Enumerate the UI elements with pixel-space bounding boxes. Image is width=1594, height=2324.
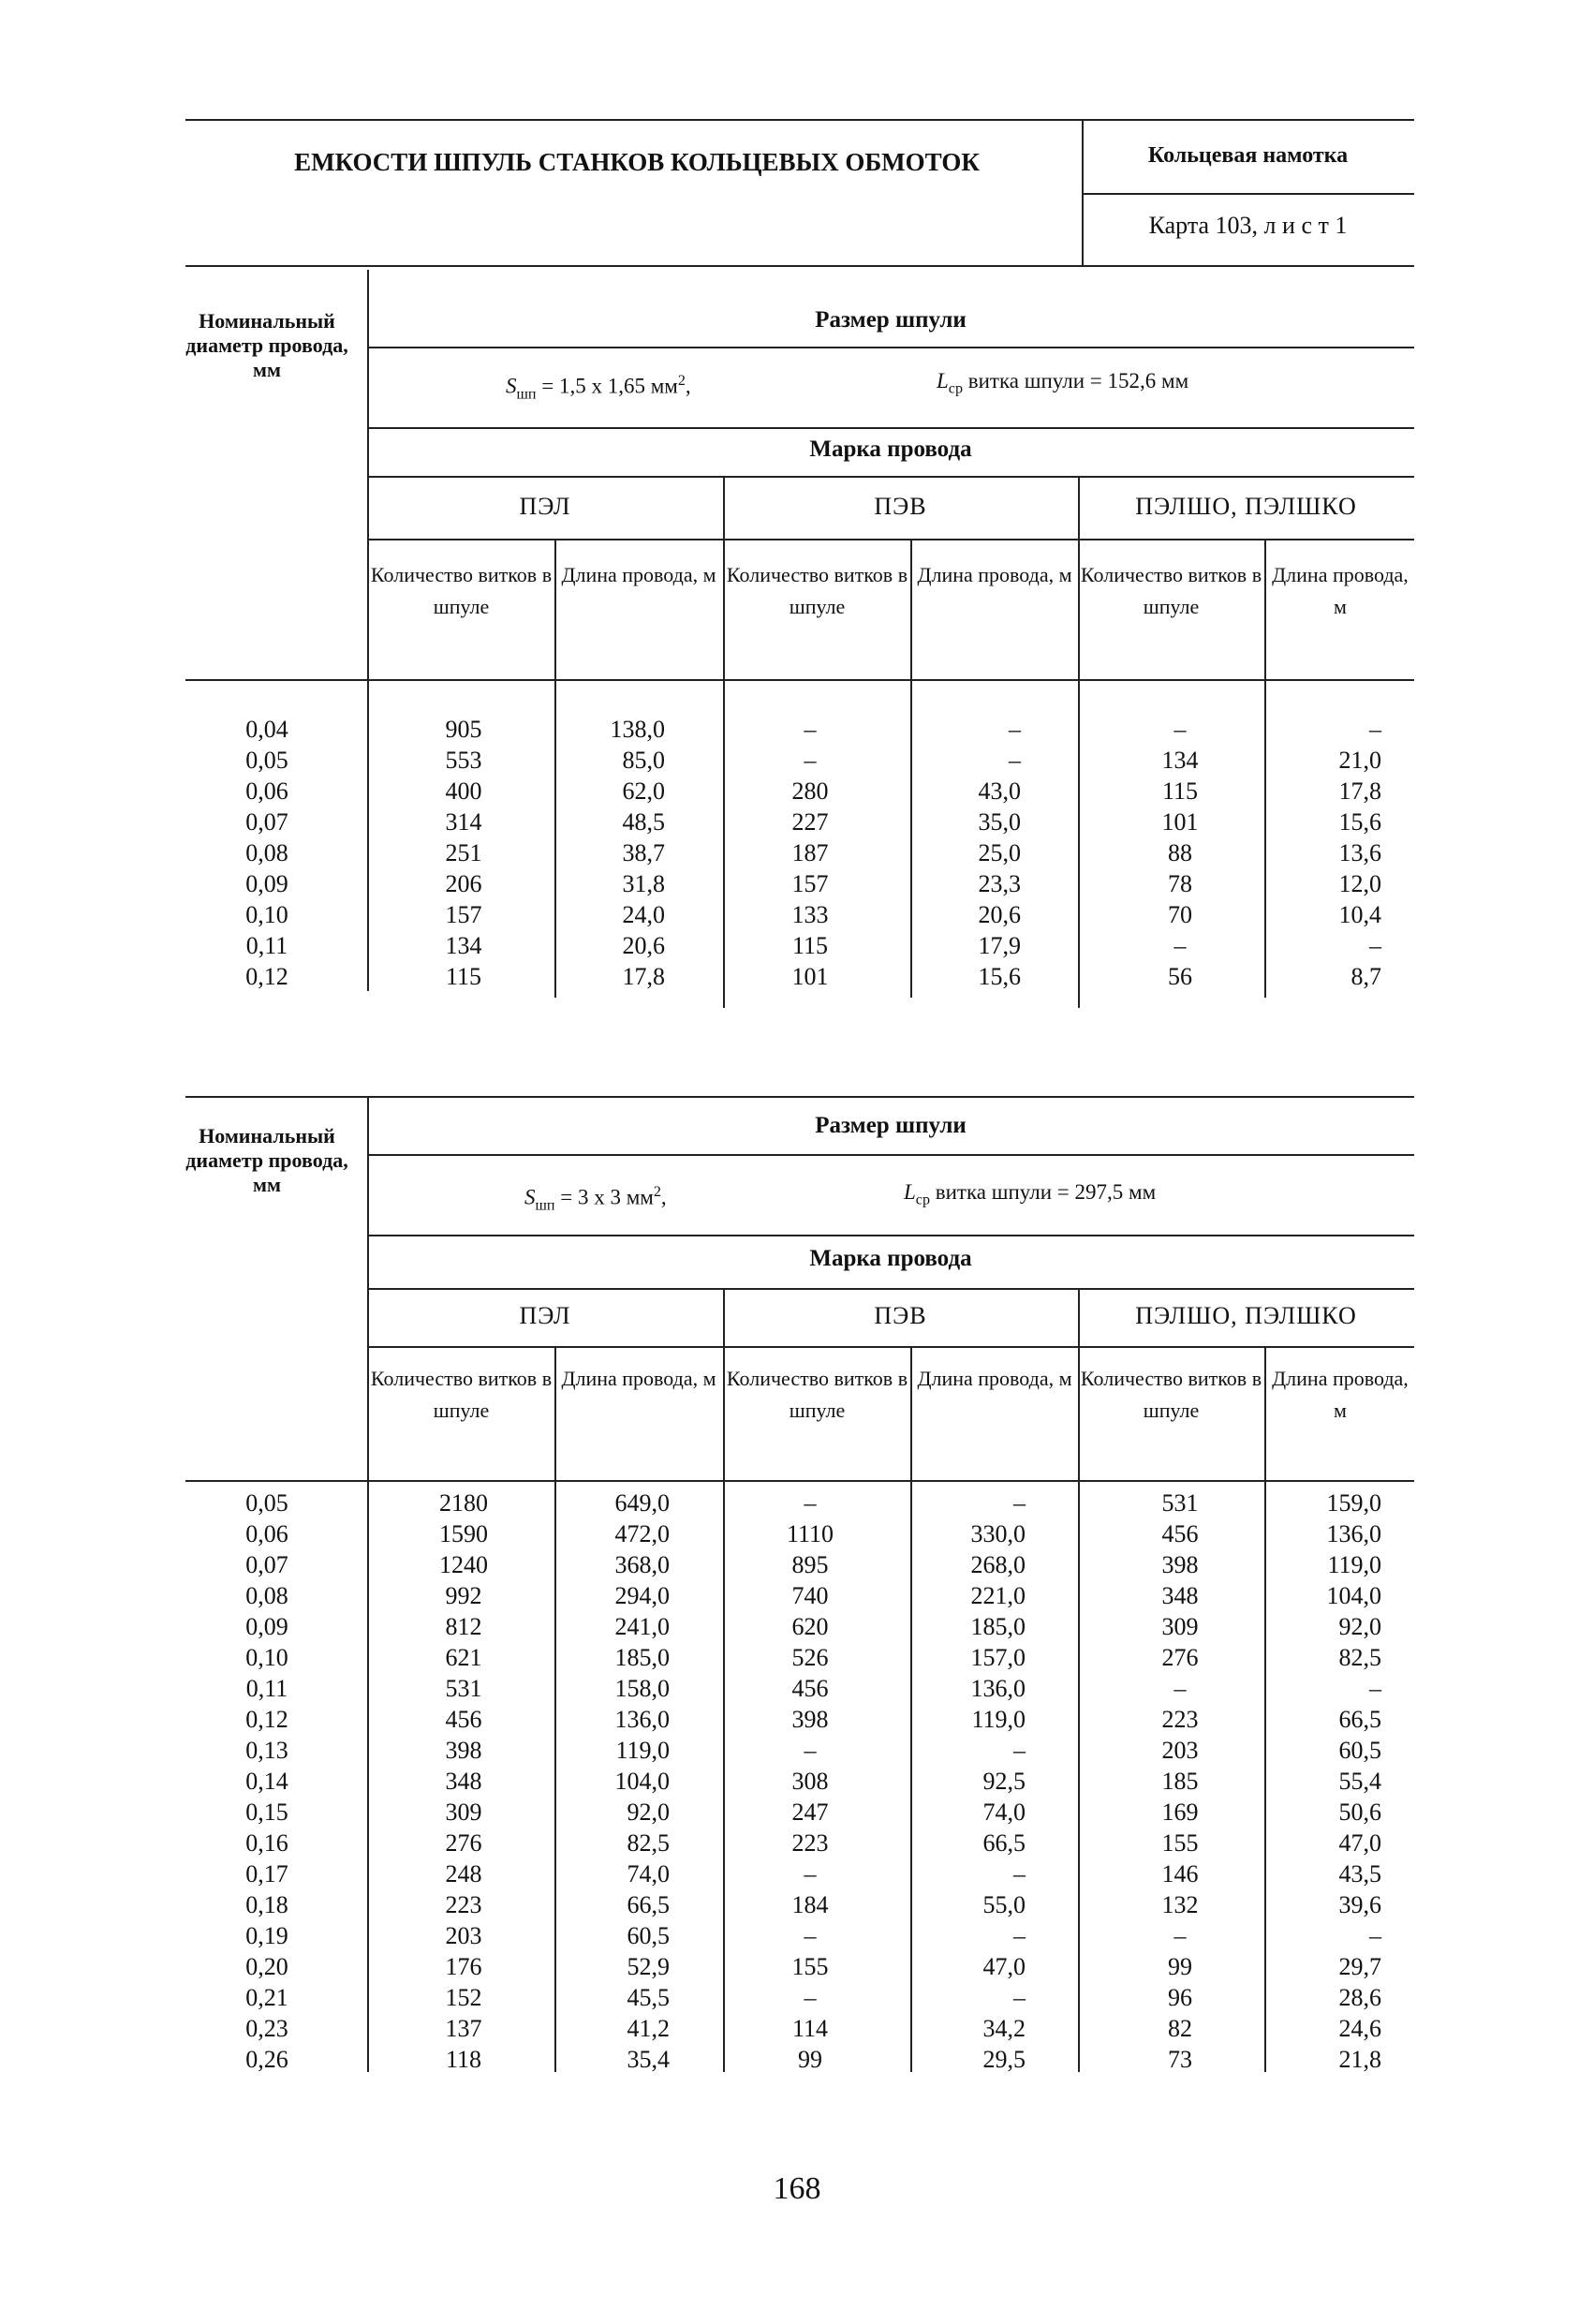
table-cell: 0,10 [245,901,288,928]
table-cell: 158,0 [614,1675,670,1702]
table-cell: 35,4 [627,2046,670,2073]
table-cell: 31,8 [622,870,665,897]
column-pel-length [562,1488,670,2075]
table-cell: 20,6 [622,932,665,959]
col-header-length: Длина провода, м [917,1367,1072,1390]
column-pev-turns [749,714,871,992]
table-cell: 169 [1161,1799,1199,1826]
card-number: Карта 103, л и с т 1 [1148,212,1348,239]
table-cell: 472,0 [614,1520,670,1547]
table-cell: 203 [1161,1737,1199,1764]
table-cell: 223 [445,1891,482,1918]
table-cell: 1240 [439,1551,488,1578]
table-cell: 223 [791,1829,829,1857]
table-cell: 119,0 [615,1737,670,1764]
table-cell: 0,11 [245,1675,288,1702]
table-cell: 0,09 [245,1613,288,1640]
table-cell: – [1009,716,1021,743]
table-cell: 50,6 [1338,1799,1381,1826]
table-cell: – [804,1737,817,1764]
table-cell: 92,5 [982,1768,1026,1795]
col-header-turns: Количество витков в шпуле [1080,563,1262,618]
table-cell: 101 [1161,808,1199,836]
table-cell: – [804,1984,817,2011]
table-cell: 0,20 [245,1953,288,1980]
table-cell: 0,26 [245,2046,288,2073]
column-pel-turns [393,714,534,992]
column-pelsho-length [1274,1488,1381,2075]
table-cell: 0,09 [245,870,288,897]
table-cell: 456 [791,1675,829,1702]
table-cell: 248 [445,1860,482,1887]
col-header-length: Длина провода, м [561,563,716,586]
col-header-length: Длина провода, м [1272,1367,1409,1422]
table-cell: 138,0 [610,716,665,743]
table-cell: 28,6 [1338,1984,1381,2011]
group-pel: ПЭЛ [519,1302,571,1329]
column-pev-length [918,1488,1026,2075]
table-cell: 0,06 [245,777,288,805]
table-cell: 221,0 [970,1582,1026,1609]
table-cell: 119,0 [971,1706,1026,1733]
table-cell: 55,4 [1338,1768,1381,1795]
table-cell: – [804,747,817,774]
table-cell: 227 [791,808,829,836]
table-cell: 99 [1168,1953,1192,1980]
table-cell: – [1369,1922,1381,1949]
table-cell: 398 [791,1706,829,1733]
table-cell: 82,5 [1338,1644,1381,1671]
table-cell: 0,17 [245,1860,288,1887]
table-cell: 223 [1161,1706,1199,1733]
table-cell: 115 [445,963,482,990]
table-cell: 132 [1161,1891,1199,1918]
table-cell: 74,0 [627,1860,670,1887]
row-header-diameter: Номинальный диаметр провода, мм [185,309,348,381]
table-cell: 8,7 [1350,963,1381,990]
wire-brand-label: Марка провода [809,1246,972,1271]
table-cell: 104,0 [614,1768,670,1795]
table-cell: 276 [1161,1644,1199,1671]
table-cell: 526 [791,1644,829,1671]
column-pev-length [918,714,1021,992]
column-diameter [206,1488,328,2075]
table-cell: – [1369,932,1381,959]
table-cell: 0,07 [245,808,288,836]
table-cell: – [1173,1675,1187,1702]
table-cell: 17,8 [1338,777,1381,805]
bobbin-area-formula: $S_{шп} = 3$ x 3 $мм^2$, [524,1184,667,1214]
table-cell: 309 [1161,1613,1199,1640]
table-cell: 41,2 [627,2015,670,2042]
table-cell: – [804,1922,817,1949]
table-cell: 400 [445,777,482,805]
table-cell: 0,15 [245,1799,288,1826]
table-cell: 294,0 [614,1582,670,1609]
table-cell: 24,0 [622,901,665,928]
bobbin-area-formula: $S_{шп} = 1,5$ x 1,65 $мм^2$, [506,373,691,403]
table-cell: 159,0 [1326,1489,1381,1517]
table-cell: – [1013,1922,1026,1949]
table-cell: 0,19 [245,1922,288,1949]
table-cell: 0,05 [245,1489,288,1517]
table-cell: 92,0 [1338,1613,1381,1640]
column-pel-turns [393,1488,534,2075]
table-cell: 0,05 [245,747,288,774]
table-cell: 398 [445,1737,482,1764]
table-cell: 47,0 [982,1953,1026,1980]
table-cell: 101 [791,963,829,990]
table-cell: 157,0 [970,1644,1026,1671]
section-category: Кольцевая намотка [1147,143,1349,168]
bobbin-size-label: Размер шпули [815,307,967,333]
table-cell: 92,0 [627,1799,670,1826]
table-cell: 157 [445,901,482,928]
table-cell: 24,6 [1338,2015,1381,2042]
group-pelsho: ПЭЛШО, ПЭЛШКО [1135,493,1357,520]
table-cell: 21,8 [1338,2046,1381,2073]
table-cell: 10,4 [1338,901,1381,928]
table-cell: 0,13 [245,1737,288,1764]
table-cell: – [804,1489,817,1517]
table-cell: 21,0 [1338,747,1381,774]
table-cell: 82 [1168,2015,1192,2042]
table-cell: 348 [1161,1582,1199,1609]
group-pel: ПЭЛ [519,493,571,520]
table-cell: 56 [1168,963,1192,990]
table-cell: 119,0 [1327,1551,1381,1578]
row-header-diameter: Номинальный диаметр провода, мм [185,1124,348,1196]
table-cell: 0,12 [245,963,288,990]
column-pelsho-turns [1114,1488,1246,2075]
table-cell: 118 [445,2046,482,2073]
table-cell: 330,0 [970,1520,1026,1547]
table-cell: 0,06 [245,1520,288,1547]
col-header-turns: Количество витков в шпуле [726,563,908,618]
col-header-turns: Количество витков в шпуле [370,1367,553,1422]
table-cell: 895 [791,1551,829,1578]
table-cell: 649,0 [614,1489,670,1517]
table-cell: 23,3 [978,870,1021,897]
table-cell: 456 [445,1706,482,1733]
table-cell: 0,14 [245,1768,288,1795]
table-cell: 621 [445,1644,482,1671]
table-cell: 206 [445,870,482,897]
table-cell: 0,21 [245,1984,288,2011]
table-cell: 96 [1168,1984,1192,2011]
table-cell: 740 [791,1582,829,1609]
table-cell: 314 [445,808,482,836]
wire-brand-label: Марка провода [809,437,972,462]
table-cell: 48,5 [622,808,665,836]
table-cell: 203 [445,1922,482,1949]
table-cell: 60,5 [627,1922,670,1949]
table-cell: 43,5 [1338,1860,1381,1887]
table-cell: 348 [445,1768,482,1795]
col-header-turns: Количество витков в шпуле [726,1367,908,1422]
table-cell: 308 [791,1768,829,1795]
table-cell: 0,04 [245,716,288,743]
table-cell: 992 [445,1582,482,1609]
table-cell: 1590 [439,1520,488,1547]
table-cell: 43,0 [978,777,1021,805]
page-number: 168 [773,2171,821,2206]
table-cell: 78 [1168,870,1192,897]
table-cell: 134 [445,932,482,959]
table-cell: 52,9 [627,1953,670,1980]
column-pelsho-length [1274,714,1381,992]
table-cell: 39,6 [1338,1891,1381,1918]
table-cell: 1110 [786,1520,834,1547]
table-cell: 276 [445,1829,482,1857]
table-cell: – [1009,747,1021,774]
table-cell: 70 [1168,901,1192,928]
table-cell: 152 [445,1984,482,2011]
table-cell: 17,9 [978,932,1021,959]
table-cell: 99 [798,2046,822,2073]
table-cell: 45,5 [627,1984,670,2011]
group-pev: ПЭВ [874,493,927,520]
table-cell: 531 [1161,1489,1199,1517]
table-cell: 74,0 [982,1799,1026,1826]
col-header-turns: Количество витков в шпуле [370,563,553,618]
table-cell: 85,0 [622,747,665,774]
table-cell: 15,6 [1338,808,1381,836]
table-cell: 34,2 [982,2015,1026,2042]
table-cell: 155 [791,1953,829,1980]
table-cell: 184 [791,1891,829,1918]
table-cell: 0,23 [245,2015,288,2042]
table-cell: – [1369,1675,1381,1702]
turn-length-formula: $L_{ср}$ витка шпули = 152,6 мм [937,369,1189,397]
col-header-length: Длина провода, м [561,1367,716,1390]
table-cell: 251 [445,839,482,866]
table-cell: 134 [1161,747,1199,774]
table-cell: 0,08 [245,839,288,866]
table-cell: 136,0 [614,1706,670,1733]
table-cell: 17,8 [622,963,665,990]
table-cell: 2180 [439,1489,488,1517]
turn-length-formula: $L_{ср}$ витка шпули = 297,5 мм [904,1180,1157,1208]
table-cell: 133 [791,901,829,928]
table-cell: 82,5 [627,1829,670,1857]
column-diameter [206,714,328,992]
table-cell: – [1173,932,1187,959]
table-cell: 137 [445,2015,482,2042]
table-cell: 29,5 [982,2046,1026,2073]
table-cell: 73 [1168,2046,1192,2073]
table-cell: 66,5 [627,1891,670,1918]
column-pel-length [562,714,665,992]
table-cell: – [1013,1984,1026,2011]
col-header-turns: Количество витков в шпуле [1080,1367,1262,1422]
table-cell: 12,0 [1338,870,1381,897]
column-pev-turns [749,1488,871,2075]
table-cell: – [804,716,817,743]
table-cell: 136,0 [1326,1520,1381,1547]
table-cell: 268,0 [970,1551,1026,1578]
table-cell: 185,0 [970,1613,1026,1640]
table-cell: 20,6 [978,901,1021,928]
table-cell: 62,0 [622,777,665,805]
document-title: ЕМКОСТИ ШПУЛЬ СТАНКОВ КОЛЬЦЕВЫХ ОБМОТОК [294,148,980,176]
bobbin-size-label: Размер шпули [815,1113,967,1138]
table-cell: 531 [445,1675,482,1702]
table-cell: 66,5 [982,1829,1026,1857]
table-cell: 0,18 [245,1891,288,1918]
table-cell: – [1173,1922,1187,1949]
table-cell: 368,0 [614,1551,670,1578]
table-cell: 146 [1161,1860,1199,1887]
column-pelsho-turns [1114,714,1246,992]
table-cell: 620 [791,1613,829,1640]
table-cell: 280 [791,777,829,805]
group-pelsho: ПЭЛШО, ПЭЛШКО [1135,1302,1357,1329]
table-cell: 29,7 [1338,1953,1381,1980]
table-cell: – [1013,1737,1026,1764]
table-cell: 0,07 [245,1551,288,1578]
group-pev: ПЭВ [874,1302,927,1329]
table-cell: 15,6 [978,963,1021,990]
table-cell: – [1369,716,1381,743]
table-cell: 905 [445,716,482,743]
table-cell: 115 [791,932,829,959]
table-cell: 104,0 [1326,1582,1381,1609]
table-cell: 114 [791,2015,829,2042]
table-cell: 0,12 [245,1706,288,1733]
table-cell: 88 [1168,839,1192,866]
table-cell: 25,0 [978,839,1021,866]
table-cell: 456 [1161,1520,1199,1547]
table-cell: 553 [445,747,482,774]
table-cell: 185,0 [614,1644,670,1671]
table-cell: 0,08 [245,1582,288,1609]
table-cell: 0,16 [245,1829,288,1857]
table-cell: 309 [445,1799,482,1826]
table-cell: 812 [445,1613,482,1640]
table-cell: 241,0 [614,1613,670,1640]
table-cell: – [1013,1489,1026,1517]
table-cell: 247 [791,1799,829,1826]
table-cell: 60,5 [1338,1737,1381,1764]
table-cell: 0,11 [245,932,288,959]
table-cell: 157 [791,870,829,897]
table-cell: 115 [1161,777,1199,805]
table-cell: 155 [1161,1829,1199,1857]
table-cell: 136,0 [970,1675,1026,1702]
col-header-length: Длина провода, м [1272,563,1409,618]
table-cell: 187 [791,839,829,866]
table-cell: 185 [1161,1768,1199,1795]
table-cell: 66,5 [1338,1706,1381,1733]
table-cell: 0,10 [245,1644,288,1671]
table-cell: 55,0 [982,1891,1026,1918]
table-cell: 176 [445,1953,482,1980]
table-cell: 13,6 [1338,839,1381,866]
table-cell: 35,0 [978,808,1021,836]
table-cell: – [804,1860,817,1887]
table-cell: – [1173,716,1187,743]
table-cell: – [1013,1860,1026,1887]
table-cell: 47,0 [1338,1829,1381,1857]
table-cell: 398 [1161,1551,1199,1578]
table-cell: 38,7 [622,839,665,866]
col-header-length: Длина провода, м [917,563,1072,586]
